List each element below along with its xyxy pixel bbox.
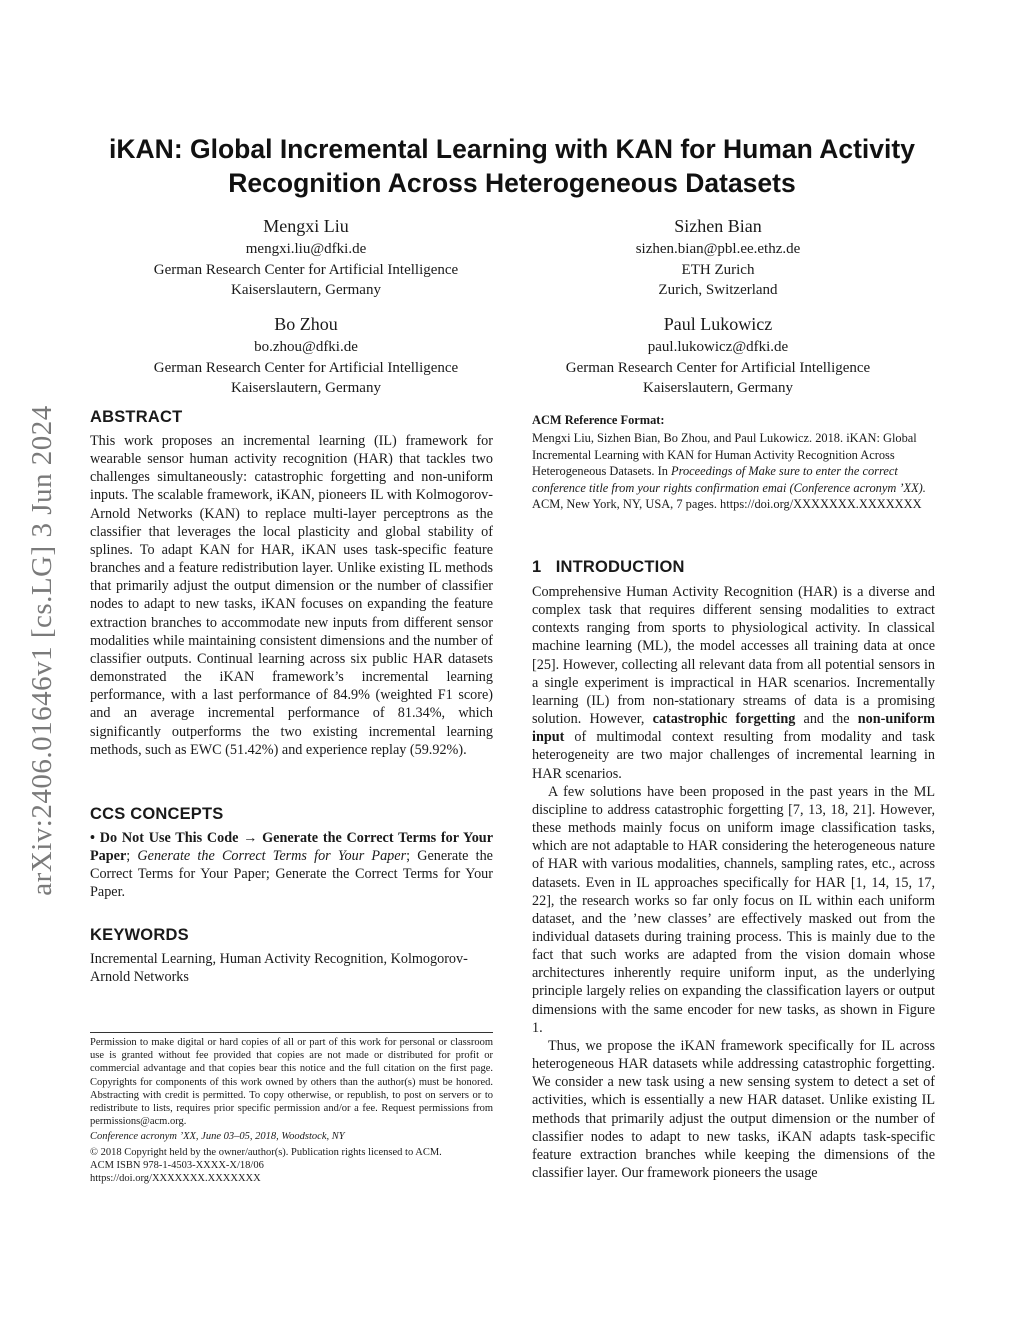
abstract-heading: ABSTRACT: [90, 408, 183, 426]
author-location: Zurich, Switzerland: [658, 282, 778, 298]
author-location: Kaiserslautern, Germany: [643, 380, 793, 396]
ccs-separator: ;: [126, 848, 138, 865]
abstract-section: [90, 408, 493, 759]
paper-title: iKAN: Global Incremental Learning with KAN for Human Activity Recognition Across Heterogeneous Datasets: [109, 134, 915, 198]
doi-link[interactable]: https://doi.org/XXXXXXX.XXXXXXX: [90, 1173, 261, 1185]
ccs-rest: ; Generate the Correct Terms for Your Paper; Generate the Correct Terms for Your Paper.: [90, 848, 493, 901]
author-name: Mengxi Liu: [263, 216, 349, 236]
intro-paragraph-1: [532, 583, 935, 783]
author-location: Kaiserslautern, Germany: [231, 282, 381, 298]
author-email: bo.zhou@dfki.de: [254, 339, 358, 355]
conference-info: Conference acronym ’XX, June 03–05, 2018, Woodstock, NY: [90, 1131, 345, 1143]
intro-non-uniform-input: non-uniform input: [532, 711, 935, 746]
ccs-italic: Generate the Correct Terms for Your Paper: [137, 848, 407, 865]
intro-paragraph-3: Thus, we propose the iKAN framework specifically for IL across heterogeneous HAR datasets while addressing catastrophic forgetting. We consider a new task using a new sensing system to detect a set of activities, which is essentially a new HAR dataset. Unlike existing IL methods that primarily adjust the output dimension or the number of classifier nodes to adapt to new tasks, iKAN adapts task-specific feature extraction branches while keeping the dimensions of the classifier layer. Our framework pioneers the usage: [532, 1037, 935, 1181]
author-name: Sizhen Bian: [674, 216, 762, 236]
keywords-section: [90, 926, 493, 986]
author-block-4: [498, 312, 938, 399]
footnote: [90, 1036, 493, 1185]
author-block-3: [86, 312, 526, 399]
ccs-bullet: • Do Not Use This Code → Generate the Correct Terms for Your Paper: [90, 830, 493, 865]
acm-reference: [532, 412, 935, 512]
author-name: Bo Zhou: [274, 314, 338, 334]
intro-p1-text-d: of multimodal context resulting from modality and task heterogeneity are two major challenges of incremental learning in HAR scenarios.: [532, 729, 935, 782]
author-affiliation: German Research Center for Artificial Intelligence: [153, 261, 459, 278]
ccs-section: [90, 805, 493, 902]
arxiv-id-text: arXiv:2406.01646v1 [cs.LG] 3 Jun 2024: [25, 404, 58, 896]
isbn: ACM ISBN 978-1-4503-XXXX-X/18/06: [90, 1159, 264, 1171]
permission-notice: Permission to make digital or hard copies of all or part of this work for personal or classroom use is granted without fee provided that copies are not made or distributed for profit or commercial advantage and that copies bear this notice and the full citation on the first page. Copyrights for components of this work owned by others than the author(s) must be honored. Abstracting with credit is permitted. To copy otherwise, or republish, to post on servers or to redistribute to lists, requires prior specific permission and/or a fee. Request permissions from permissions@acm.org.: [90, 1037, 493, 1128]
author-email: sizhen.bian@pbl.ee.ethz.de: [635, 241, 801, 257]
intro-paragraph-2: A few solutions have been proposed in the past years in the ML discipline to address catastrophic forgetting [7, 13, 18, 21]. However, these methods mainly focus on uniform image classification tasks, which are not adaptable to HAR considering the heterogeneous nature of HAR with various modalities, channels, sampling rates, etc., across datasets. Even in IL approaches specifically for HAR [1, 14, 15, 17, 22], the research works so far only focus on IL within each uniform dataset, and the ’new classes’ are effectively masked out from the individual datasets during training process. This is mainly due to the fact that such works are adapted from the vision domain whose architectures inherently require uniform input, as the underlying principle largely relies on expanding the classification layers or output dimensions with the same encoder for new tasks, as shown in Figure 1.: [532, 783, 935, 1036]
introduction-section: [532, 558, 935, 1182]
author-email: paul.lukowicz@dfki.de: [647, 339, 789, 355]
intro-p1-text-a: Comprehensive Human Activity Recognition (HAR) is a diverse and complex task that requires different sensing modalities to extract contexts ranging from sports to physiological activity. In classical machine learning (ML), the model accesses all training data at once [25]. However, collecting all relevant data from all potential sensors in a single experiment is impractical in HAR scenarios. Incrementally learning (IL) from non-stationary streams of data is a promising solution. However,: [532, 584, 935, 728]
intro-p1-text-c: and the: [795, 711, 858, 728]
author-block-1: [86, 214, 526, 301]
arxiv-identifier: [12, 370, 72, 930]
author-affiliation: German Research Center for Artificial Intelligence: [153, 359, 459, 376]
acm-ref-part2: ACM, New York, NY, USA, 7 pages. https://doi.org/XXXXXXX.XXXXXXX: [532, 497, 922, 512]
author-affiliation: ETH Zurich: [681, 261, 755, 278]
author-location: Kaiserslautern, Germany: [231, 380, 381, 396]
acm-ref-part1: Mengxi Liu, Sizhen Bian, Bo Zhou, and Paul Lukowicz. 2018. iKAN: Global Incremental Learning with KAN for Human Activity Recognition Across Heterogeneous Datasets. In: [532, 431, 917, 479]
acm-ref-text: [532, 430, 935, 512]
copyright-notice: © 2018 Copyright held by the owner/author(s). Publication rights licensed to ACM.: [90, 1146, 442, 1158]
ccs-text: [90, 829, 493, 902]
ccs-heading: CCS CONCEPTS: [90, 805, 224, 823]
keywords-heading: KEYWORDS: [90, 926, 189, 944]
author-email: mengxi.liu@dfki.de: [245, 241, 367, 257]
author-name: Paul Lukowicz: [663, 314, 773, 334]
keywords-text: Incremental Learning, Human Activity Recognition, Kolmogorov-Arnold Networks: [90, 951, 468, 986]
author-affiliation: German Research Center for Artificial Intelligence: [565, 359, 871, 376]
footnote-divider: [90, 1032, 493, 1033]
acm-ref-proceedings: Proceedings of Make sure to enter the correct conference title from your rights confirmation emai (Conference acronym ’XX).: [532, 464, 926, 495]
abstract-text: This work proposes an incremental learning (IL) framework for wearable sensor human activity recognition (HAR) that tackles two challenges simultaneously: catastrophic forgetting and non-uniform inputs. The scalable framework, iKAN, pioneers IL with Kolmogorov-Arnold Networks (KAN) to replace multi-layer perceptrons as the classifier that leverages the local plasticity and global stability of splines. To adapt KAN for HAR, iKAN uses task-specific feature branches and a feature redistribution layer. Unlike existing IL methods that primarily adjust the output dimension or the number of classifier nodes to adapt to new tasks, iKAN focuses on expanding the feature extraction branches to accommodate new inputs from different sensor modalities while maintaining consistent dimensions and the number of classifier outputs. Continual learning across six public HAR datasets demonstrated the iKAN framework’s incremental learning performance, with a last performance of 84.9% (weighted F1 score) and an average incremental performance of 81.34%, which significantly outperforms the two existing incremental learning methods, such as EWC (51.42%) and experience replay (59.92%).: [90, 433, 493, 758]
intro-heading: 1 INTRODUCTION: [532, 558, 685, 576]
author-block-2: [498, 214, 938, 301]
acm-ref-heading: ACM Reference Format:: [532, 413, 665, 427]
intro-catastrophic-forgetting: catastrophic forgetting: [652, 711, 796, 728]
